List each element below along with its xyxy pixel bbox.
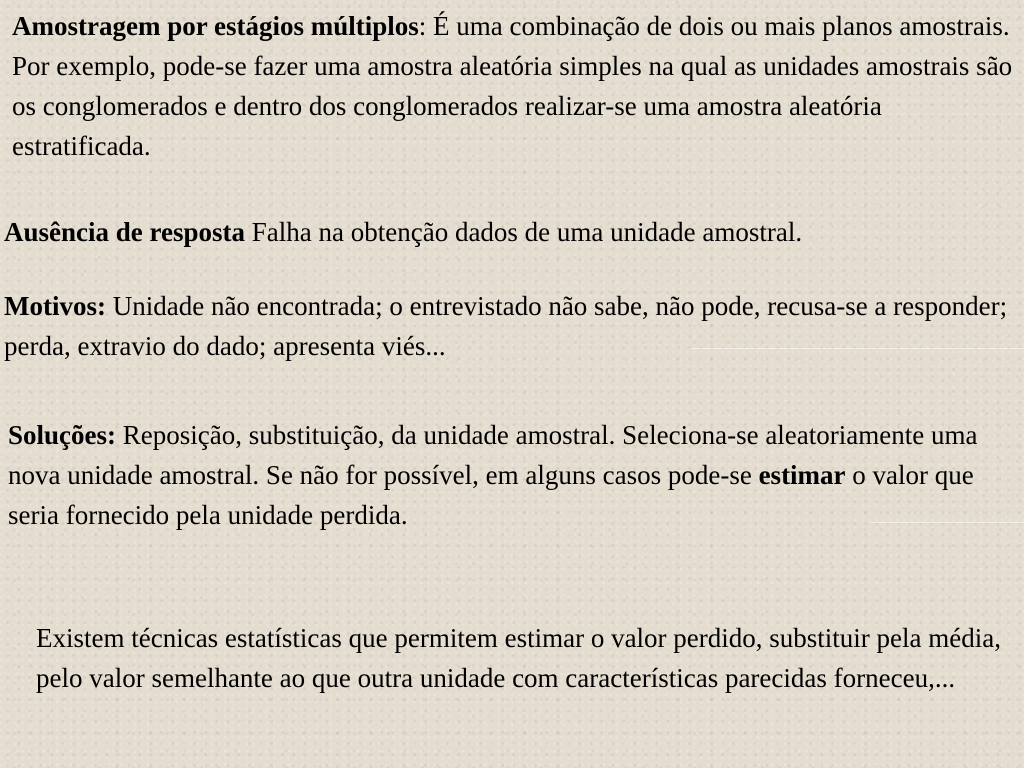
multistage-sampling-definition: : É uma combinação de dois ou mais planos amostrais. Por exemplo, pode-se fazer uma amostra aleatória simples na qual as unidades amostrais são os conglomerados e dentro dos conglomerados realizar-se uma amostra aleatória estratificada. <box>12 11 1013 161</box>
nonresponse-term: Ausência de resposta <box>4 217 246 247</box>
nonresponse-definition: Falha na obtenção dados de uma unidade amostral. <box>245 217 803 247</box>
solutions-text-after: o valor que seria fornecido pela unidade perdida. <box>8 460 974 530</box>
solutions-term: Soluções: <box>8 420 116 450</box>
multistage-sampling-term: Amostragem por estágios múltiplos <box>12 11 419 41</box>
techniques-text: Existem técnicas estatísticas que permitem estimar o valor perdido, substituir pela média, pelo valor semelhante ao que outra unidade com características parecidas forneceu,... <box>36 623 1001 693</box>
solutions-paragraph <box>8 415 998 535</box>
techniques-paragraph <box>36 618 1011 698</box>
reasons-paragraph <box>4 286 1014 366</box>
solutions-text-before: Reposição, substituição, da unidade amostral. Seleciona-se aleatoriamente uma nova unidade amostral. Se não for possível, em alguns casos pode-se <box>8 420 978 490</box>
reasons-term: Motivos: <box>4 291 106 321</box>
solutions-emphasis: estimar <box>758 460 846 490</box>
nonresponse-paragraph <box>4 212 1022 252</box>
reasons-text: Unidade não encontrada; o entrevistado não sabe, não pode, recusa-se a responder; perda, extravio do dado; apresenta viés... <box>4 291 1008 361</box>
multistage-sampling-paragraph <box>12 6 1022 166</box>
